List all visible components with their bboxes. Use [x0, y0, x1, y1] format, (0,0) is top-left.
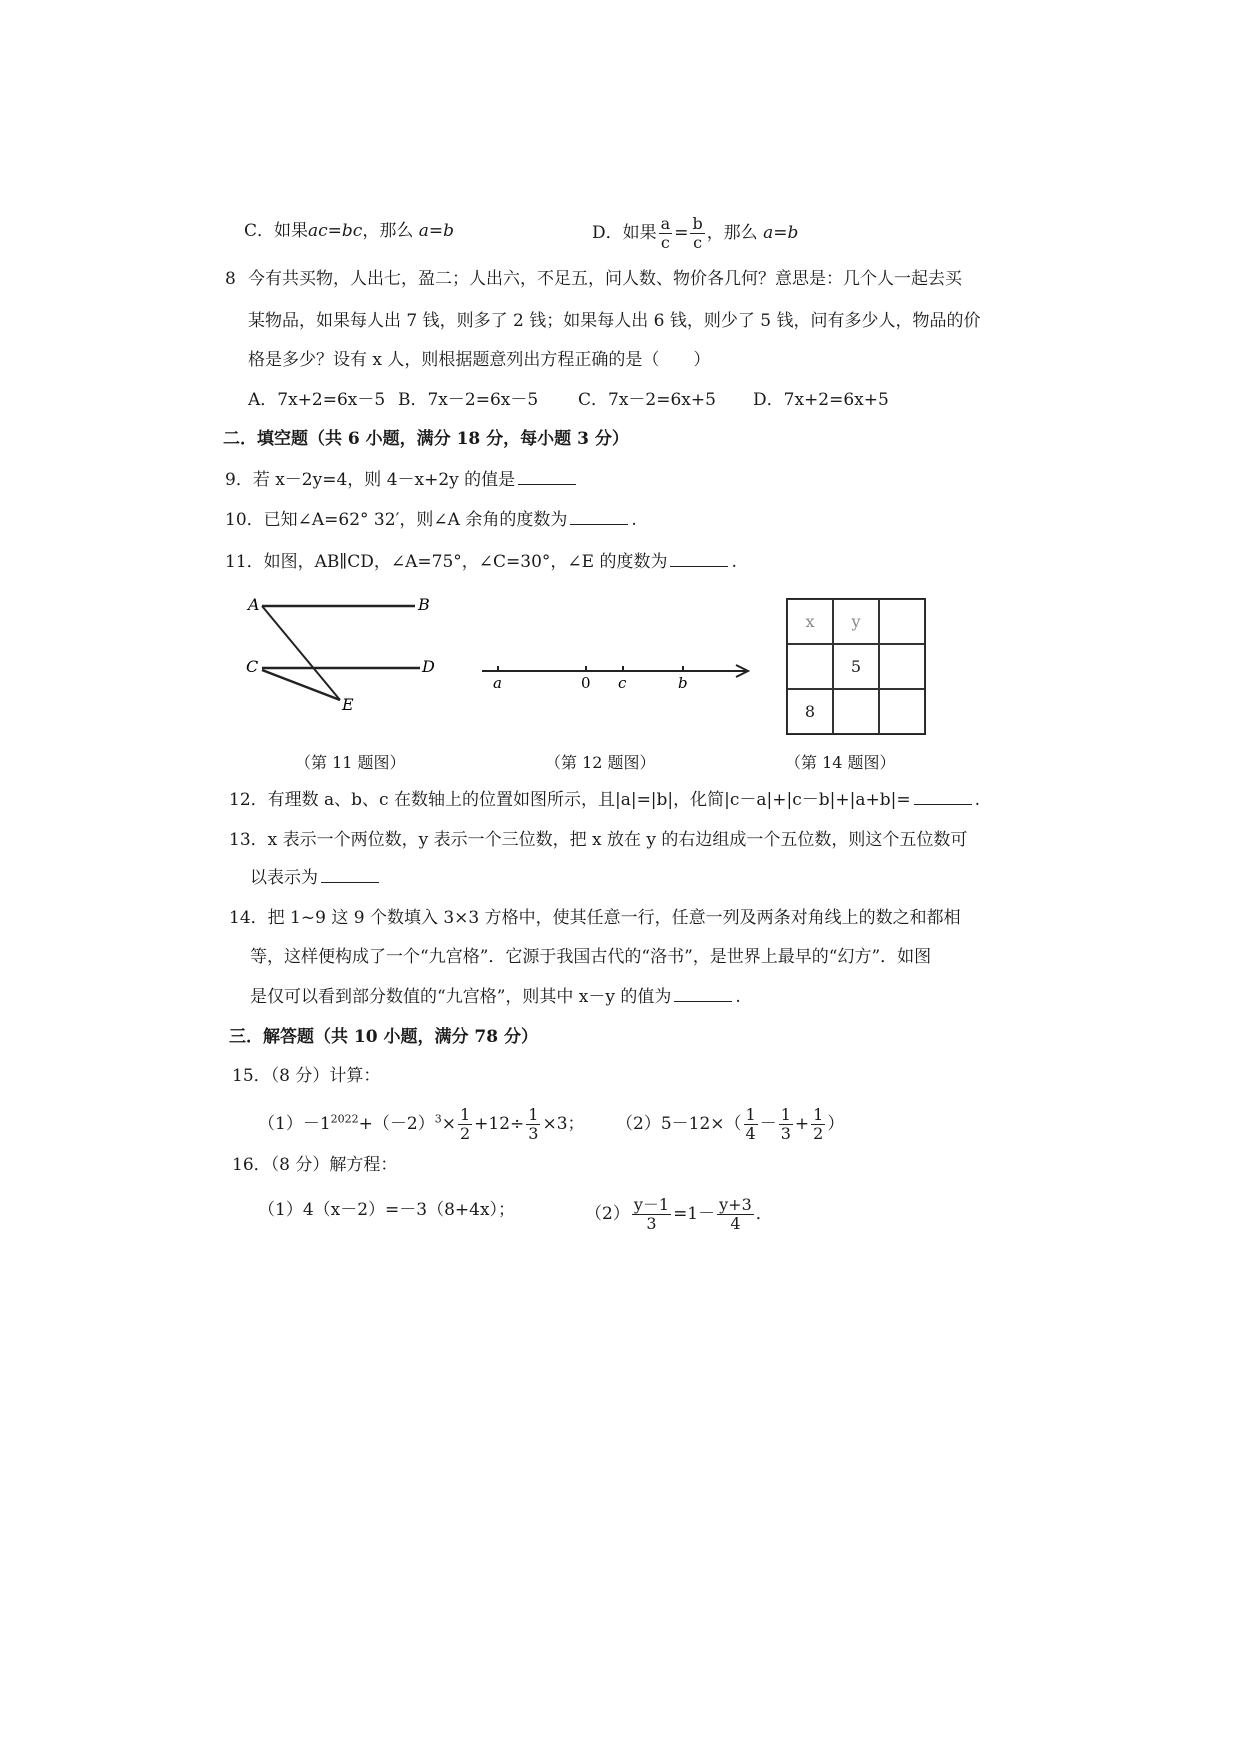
- label: C．: [244, 221, 275, 241]
- option-d: D．7x+2=6x+5: [753, 390, 889, 410]
- numerator: 1: [459, 1105, 471, 1124]
- point-b: b: [678, 674, 688, 692]
- fraction: [779, 1106, 793, 1143]
- equals: =: [674, 223, 689, 243]
- question-text: 11．如图，AB∥CD，∠A=75°，∠C=30°，∠E 的度数为: [225, 552, 668, 572]
- q16-part2: [585, 1196, 773, 1233]
- expr: =1－: [673, 1204, 716, 1224]
- cell: [879, 599, 925, 644]
- question-text: 14．把 1~9 这 9 个数填入 3×3 方格中，使其任意一行，任意一列及两条对角线上的数之和都相: [229, 908, 961, 928]
- q8-options: [248, 389, 889, 411]
- numerator: 1: [745, 1105, 756, 1124]
- fraction: [632, 1196, 671, 1233]
- fraction: [458, 1106, 472, 1143]
- numerator: a: [660, 214, 671, 233]
- text: 如果: [274, 221, 309, 241]
- q7-option-d: [592, 215, 798, 252]
- fraction: [811, 1106, 825, 1143]
- figure-caption: （第 12 题图）: [545, 753, 656, 772]
- q15-part2: [616, 1106, 844, 1143]
- denominator: 4: [745, 1124, 756, 1143]
- question-text: 9．若 x－2y=4，则 4－x+2y 的值是: [225, 470, 516, 490]
- q13-line2: [250, 867, 382, 889]
- label-a: A: [248, 595, 260, 614]
- expr: +（－2）: [358, 1114, 435, 1134]
- answer-blank: [914, 790, 972, 805]
- cell: [787, 644, 833, 689]
- q10: 10．已知∠A=62° 32′，则∠A 余角的度数为 .: [225, 510, 637, 530]
- label: （1）: [258, 1114, 303, 1134]
- label: D．: [592, 223, 623, 243]
- q9: [225, 469, 579, 491]
- question-number: 8: [225, 269, 236, 289]
- denominator: c: [693, 233, 703, 252]
- cell: [879, 644, 925, 689]
- expr: －1: [302, 1114, 331, 1134]
- denominator: 3: [780, 1124, 791, 1143]
- figure-12-number-line: [478, 655, 758, 695]
- answer-blank: [518, 470, 576, 485]
- q16-part1: （1）4（x－2）=－3（8+4x）；: [258, 1200, 516, 1220]
- denominator: 3: [528, 1124, 539, 1143]
- option-c: C．7x－2=6x+5: [578, 390, 716, 410]
- expr: ．: [755, 1204, 773, 1224]
- q14-line3: 是仅可以看到部分数值的“九宫格”，则其中 x－y 的值为 .: [250, 987, 741, 1007]
- question-text: 是仅可以看到部分数值的“九宫格”，则其中 x－y 的值为: [250, 987, 672, 1007]
- label-e: E: [342, 695, 354, 714]
- section-heading: 三．解答题（共 10 小题，满分 78 分）: [229, 1027, 538, 1047]
- question-text: 10．已知∠A=62° 32′，则∠A 余角的度数为: [225, 510, 568, 530]
- cell: [833, 689, 879, 734]
- question-text: 某物品，如果每人出 7 钱，则多了 2 钱；如果每人出 6 钱，则少了 5 钱，问有多少人，物品的价: [248, 311, 981, 331]
- figure-caption: （第 14 题图）: [785, 753, 896, 772]
- numerator: y+3: [719, 1195, 752, 1214]
- expr: +: [794, 1114, 810, 1134]
- expr: －: [759, 1114, 777, 1134]
- option-b: B．7x－2=6x－5: [398, 390, 539, 410]
- numerator: 1: [813, 1105, 824, 1124]
- text: 如果: [622, 223, 657, 243]
- fraction: [717, 1196, 754, 1233]
- label: （2）: [585, 1204, 630, 1224]
- question-text: 16．（8 分）解方程：: [232, 1155, 398, 1175]
- figure-11: [240, 590, 460, 720]
- q12: 12．有理数 a、b、c 在数轴上的位置如图所示，且|a|=|b|，化简|c－a|+|c－b|+|a+b|= .: [229, 790, 980, 810]
- numerator: 1: [528, 1105, 539, 1124]
- label-b: B: [418, 595, 430, 614]
- question-text: 12．有理数 a、b、c 在数轴上的位置如图所示，且|a|=|b|，化简|c－a|+|c－b|+|a+b|=: [229, 790, 911, 810]
- point-c: c: [618, 674, 627, 692]
- question-text: 15．（8 分）计算：: [232, 1066, 381, 1086]
- question-text: 以表示为: [250, 868, 318, 888]
- text: ，那么: [706, 223, 764, 243]
- question-text: 今有共买物，人出七，盈二；人出六，不足五，问人数、物价各几何？意思是：几个人一起去买: [248, 269, 962, 289]
- result: a=b: [418, 221, 454, 241]
- exponent: 2022: [330, 1112, 359, 1126]
- figure-caption: （第 11 题图）: [295, 753, 406, 772]
- section-heading: 二．填空题（共 6 小题，满分 18 分，每小题 3 分）: [223, 429, 629, 449]
- cell-y: y: [833, 599, 879, 644]
- exponent: 3: [434, 1112, 442, 1126]
- cell: 8: [787, 689, 833, 734]
- text: ，那么: [362, 221, 419, 241]
- numerator: b: [692, 214, 703, 233]
- label-c: C: [246, 657, 259, 676]
- label: （2）: [616, 1114, 661, 1134]
- point-a: a: [493, 674, 502, 692]
- answer-blank: [570, 510, 628, 525]
- q7-option-c: [244, 220, 454, 242]
- option-a: A．7x+2=6x－5: [248, 390, 386, 410]
- label-d: D: [422, 657, 435, 676]
- expr: ）: [827, 1114, 845, 1134]
- answer-blank: [670, 552, 728, 567]
- denominator: 3: [646, 1214, 657, 1233]
- expr: 5－12×（: [660, 1114, 742, 1134]
- expr: ×3；: [542, 1114, 585, 1134]
- question-text: 等，这样便构成了一个“九宫格”．它源于我国古代的“洛书”，是世界上最早的“幻方”．如图: [250, 947, 932, 967]
- question-text: 格是多少？设有 x 人，则根据题意列出方程正确的是（ ）: [248, 350, 711, 370]
- origin: 0: [581, 674, 591, 692]
- cell: [879, 689, 925, 734]
- numerator: y－1: [633, 1195, 670, 1214]
- expr: +12÷: [474, 1114, 525, 1134]
- denominator: 2: [459, 1124, 471, 1143]
- result: a=b: [763, 223, 799, 243]
- q11: 11．如图，AB∥CD，∠A=75°，∠C=30°，∠E 的度数为 .: [225, 552, 737, 572]
- fraction: [526, 1106, 540, 1143]
- fraction: [744, 1106, 758, 1143]
- numerator: 1: [780, 1105, 791, 1124]
- expr: ×: [441, 1114, 456, 1134]
- fraction: [659, 215, 673, 252]
- figure-14-magic-square: [786, 598, 926, 735]
- question-text: 13．x 表示一个两位数，y 表示一个三位数，把 x 放在 y 的右边组成一个五位数，则这个五位数可: [229, 830, 968, 850]
- denominator: c: [660, 233, 670, 252]
- cell-x: x: [787, 599, 833, 644]
- answer-blank: [321, 868, 379, 883]
- answer-blank: [674, 987, 732, 1002]
- denominator: 2: [813, 1124, 824, 1143]
- equation: ac=bc: [308, 221, 363, 241]
- q15-part1: [258, 1106, 585, 1143]
- denominator: 4: [730, 1214, 741, 1233]
- fraction: [690, 215, 704, 252]
- cell-center: 5: [833, 644, 879, 689]
